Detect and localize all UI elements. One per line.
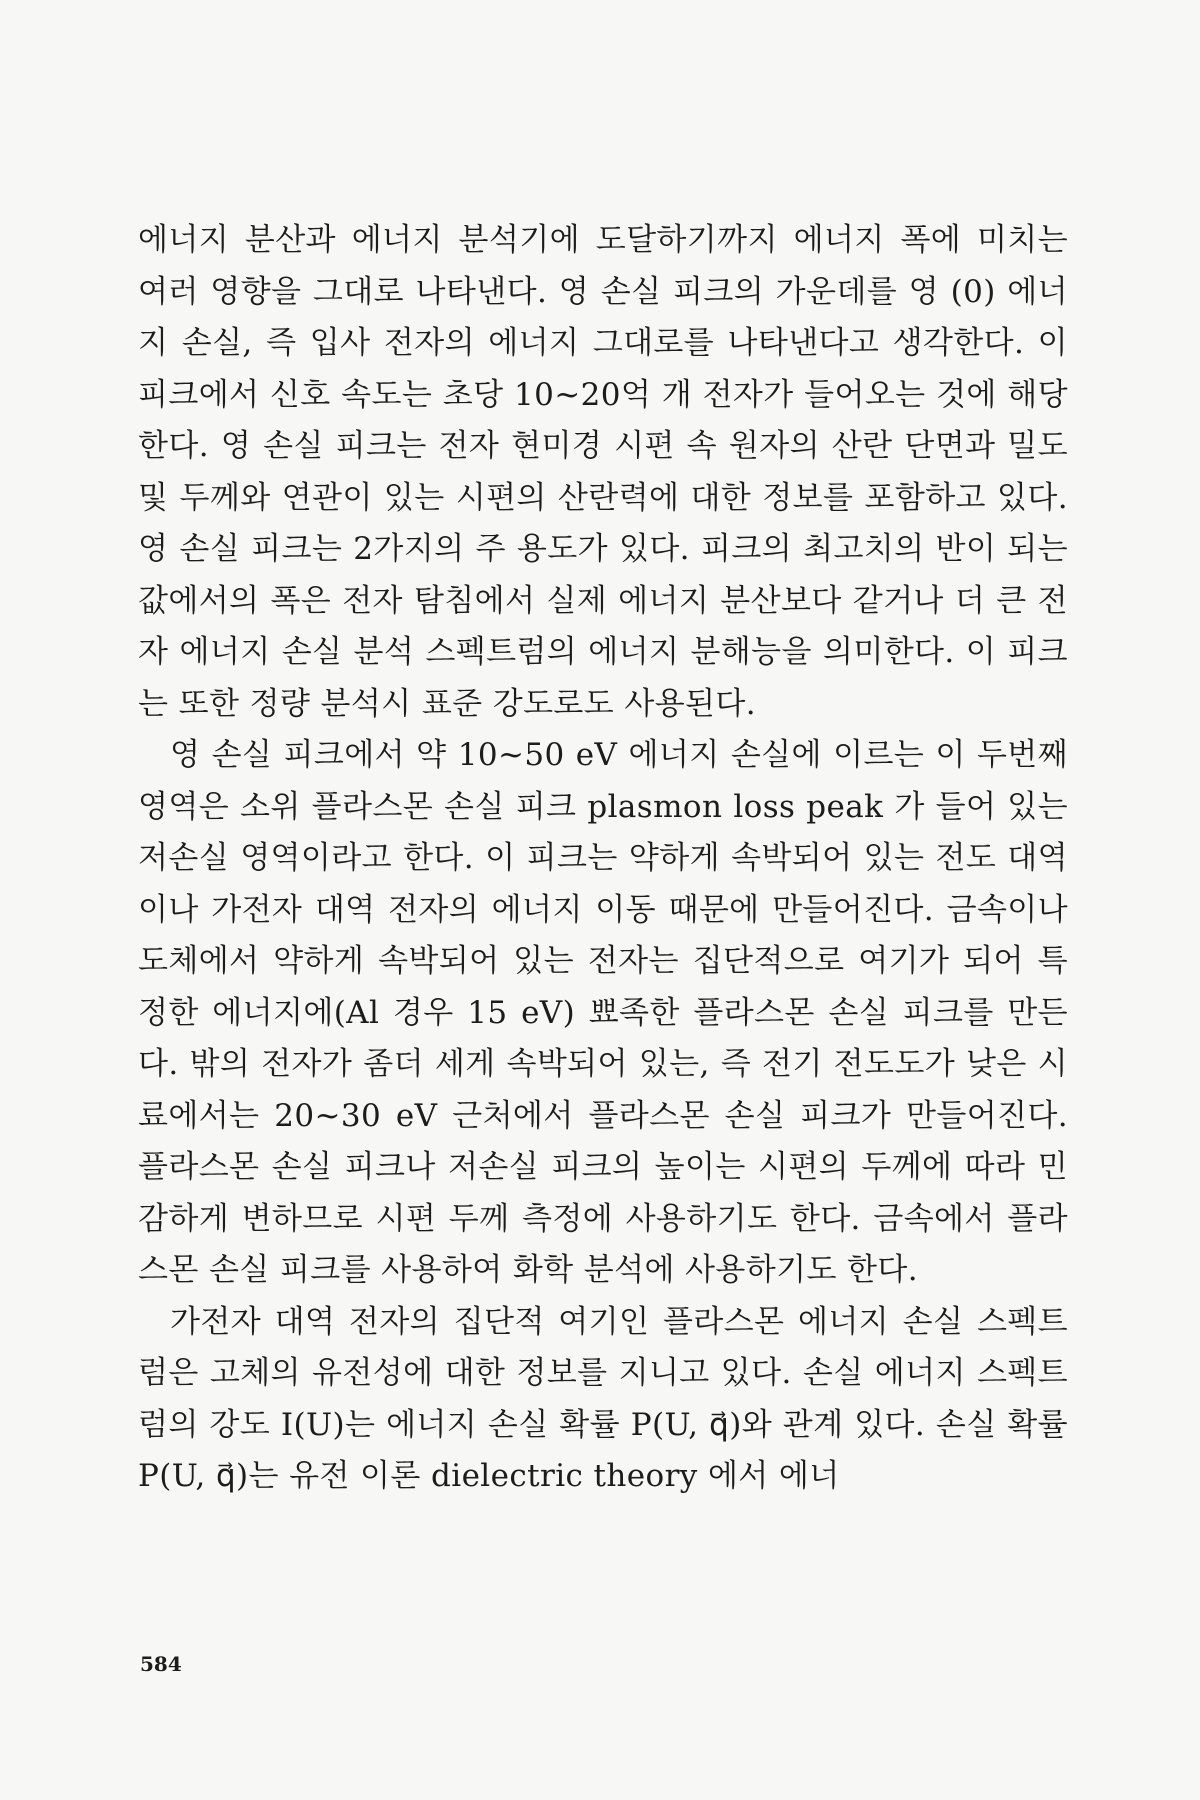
page-number: 584 xyxy=(140,1652,182,1676)
paragraph-3: 가전자 대역 전자의 집단적 여기인 플라스몬 에너지 손실 스펙트럼은 고체의 유전성에 대한 정보를 지니고 있다. 손실 에너지 스펙트럼의 강도 I(U)는 에너지 손실 확률 P(U, q⃗)와 관계 있다. 손실 확률 P(U, q⃗)는 유전 이론 dielectric theory 에서 에너 xyxy=(138,1303,1068,1494)
paragraph-2: 영 손실 피크에서 약 10~50 eV 에너지 손실에 이르는 이 두번째 영역은 소위 플라스몬 손실 피크 plasmon loss peak 가 들어 있는 저손실 영역이라고 한다. 이 피크는 약하게 속박되어 있는 전도 대역이나 가전자 대역 전자의 에너지 이동 때문에 만들어진다. 금속이나 도체에서 약하게 속박되어 있는 전자는 집단적으로 여기가 되어 특정한 에너지에(Al 경우 15 eV) 뾰족한 플라스몬 손실 피크를 만든다. 밖의 전자가 좀더 세게 속박되어 있는, 즉 전기 전도도가 낮은 시료에서는 20~30 eV 근처에서 플라스몬 손실 피크가 만들어진다. 플라스몬 손실 피크나 저손실 피크의 높이는 시편의 두께에 따라 민감하게 변하므로 시편 두께 측정에 사용하기도 한다. 금속에서 플라스몬 손실 피크를 사용하여 화학 분석에 사용하기도 한다. xyxy=(138,737,1068,1288)
paragraph-1: 에너지 분산과 에너지 분석기에 도달하기까지 에너지 폭에 미치는 여러 영향을 그대로 나타낸다. 영 손실 피크의 가운데를 영 (0) 에너지 손실, 즉 입사 전자의 에너지 그대로를 나타낸다고 생각한다. 이 피크에서 신호 속도는 초당 10~20억 개 전자가 들어오는 것에 해당한다. 영 손실 피크는 전자 현미경 시편 속 원자의 산란 단면과 밀도 및 두께와 연관이 있는 시편의 산란력에 대한 정보를 포함하고 있다. 영 손실 피크는 2가지의 주 용도가 있다. 피크의 최고치의 반이 되는 값에서의 폭은 전자 탐침에서 실제 에너지 분산보다 같거나 더 큰 전자 에너지 손실 분석 스펙트럼의 에너지 분해능을 의미한다. 이 피크는 또한 정량 분석시 표준 강도로도 사용된다. xyxy=(138,222,1068,722)
body-text xyxy=(138,215,1068,1503)
